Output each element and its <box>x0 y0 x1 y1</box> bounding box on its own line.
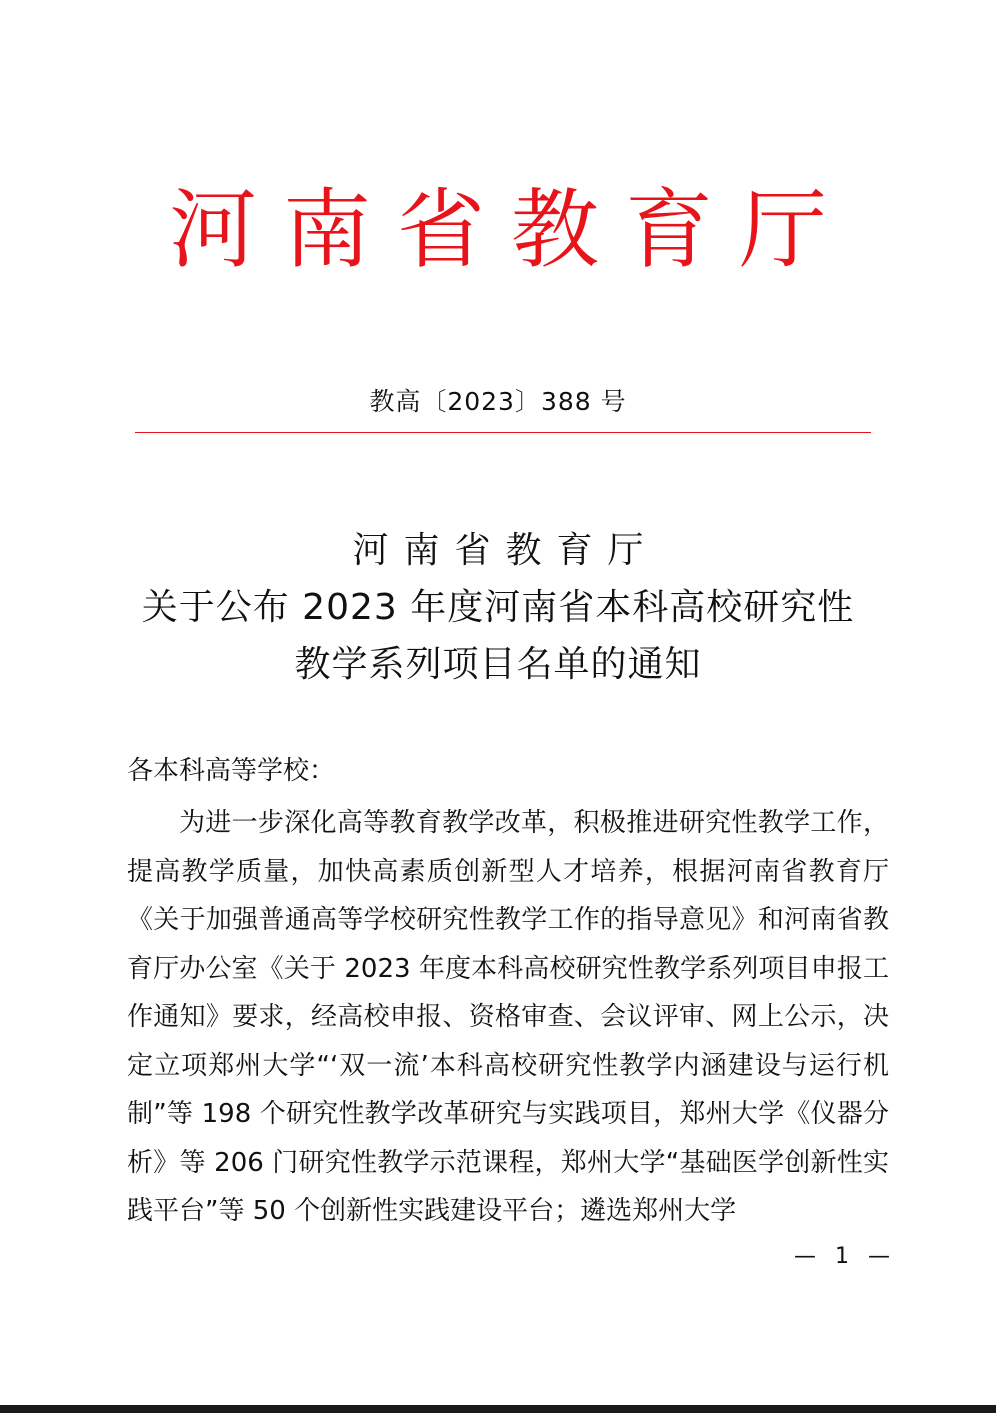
bottom-edge-bar <box>0 1405 996 1413</box>
document-title <box>0 522 996 693</box>
salutation: 各本科高等学校： <box>127 756 336 786</box>
title-line-issuer: 河南省教育厅 <box>352 530 659 571</box>
org-header: 河南省教育厅 <box>168 179 853 280</box>
title-line-subject: 关于公布 2023 年度河南省本科高校研究性 <box>141 587 855 628</box>
red-divider <box>135 432 871 433</box>
body-paragraph: 为进一步深化高等教育教学改革，积极推进研究性教学工作，提高教学质量，加快高素质创新型人才培养，根据河南省教育厅《关于加强普通高等学校研究性教学工作的指导意见》和河南省教育厅办公室《关于 2023 年度本科高校研究性教学系列项目申报工作通知》要求，经高校申报、资格审查、会议评审、网上公示，决定立项郑州大学“‘双一流’本科高校研究性教学内涵建设与运行机制”等 198 个研究性教学改革研究与实践项目，郑州大学《仪器分析》等 206 门研究性教学示范课程，郑州大学“基础医学创新性实践平台”等 50 个创新性实践建设平台；遴选郑州大学 <box>127 808 889 1226</box>
title-line-subject-cont: 教学系列项目名单的通知 <box>294 644 702 685</box>
page-number: — 1 — <box>794 1244 896 1269</box>
document-number: 教高〔2023〕388 号 <box>369 387 627 416</box>
